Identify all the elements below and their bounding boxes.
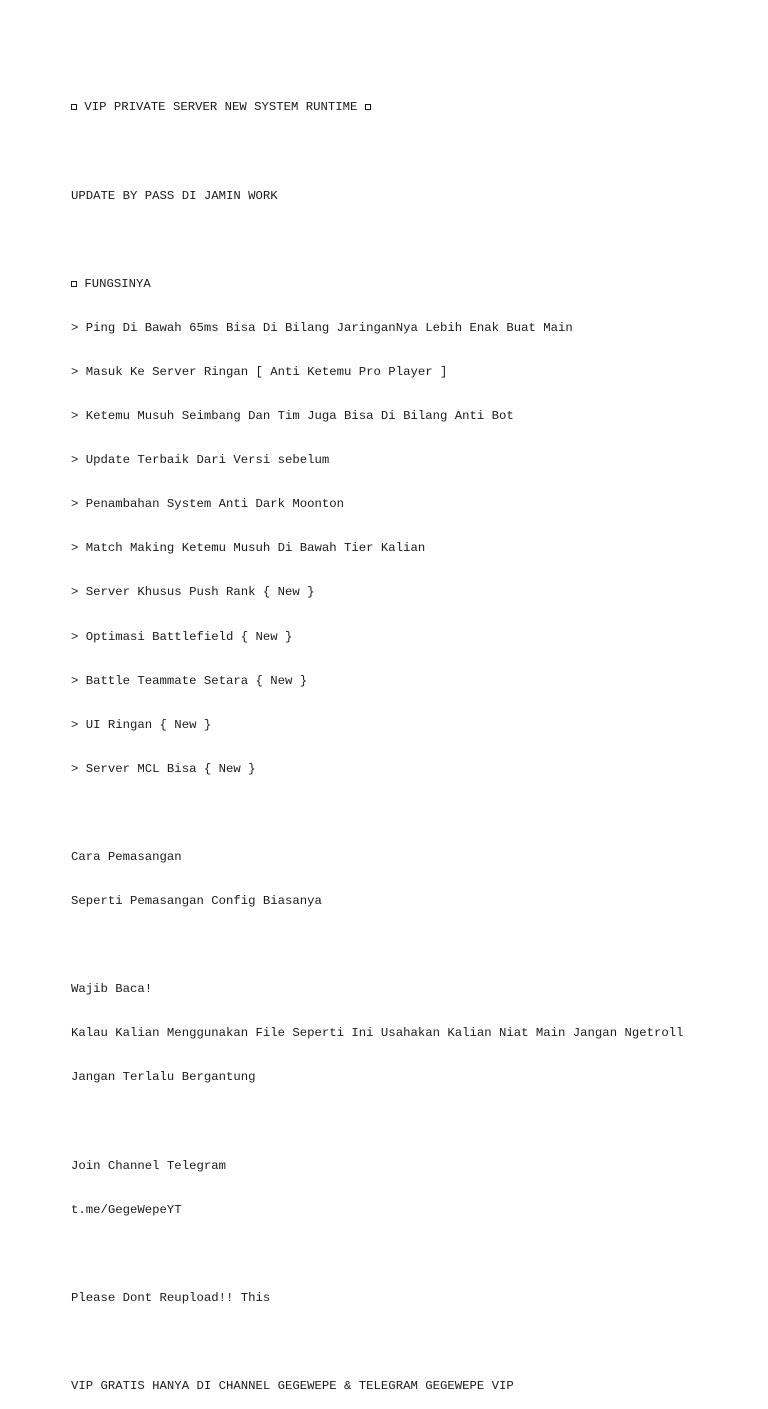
document-title-line (71, 100, 751, 115)
features-heading: FUNGSINYA (84, 276, 151, 291)
small-square-icon (365, 104, 371, 110)
installation-text: Seperti Pemasangan Config Biasanya (71, 894, 322, 909)
feature-item: > Penambahan System Anti Dark Moonton (71, 497, 345, 512)
document-title: VIP PRIVATE SERVER NEW SYSTEM RUNTIME (84, 100, 358, 115)
feature-item: > Ping Di Bawah 65ms Bisa Di Bilang JaringanNya Lebih Enak Buat Main (71, 320, 573, 335)
notice-line-2: Jangan Terlalu Bergantung (71, 1070, 256, 1085)
blank-line (71, 233, 751, 248)
feature-item: > Battle Teammate Setara { New } (71, 673, 308, 688)
notice-line-1: Kalau Kalian Menggunakan File Seperti Ini Usahakan Kalian Niat Main Jangan Ngetroll (71, 1026, 684, 1041)
blank-line (71, 1335, 751, 1350)
blank-line (71, 1247, 751, 1262)
blank-line (71, 938, 751, 953)
blank-line (71, 806, 751, 821)
notice-heading: Wajib Baca! (71, 982, 153, 997)
features-heading-line (71, 277, 751, 292)
small-square-icon (71, 104, 77, 110)
telegram-heading: Join Channel Telegram (71, 1158, 226, 1173)
feature-item: > UI Ringan { New } (71, 717, 212, 732)
feature-item: > Ketemu Musuh Seimbang Dan Tim Juga Bisa Di Bilang Anti Bot (71, 409, 514, 424)
blank-line (71, 1115, 751, 1130)
feature-item: > Optimasi Battlefield { New } (71, 629, 293, 644)
feature-item: > Masuk Ke Server Ringan [ Anti Ketemu Pro Player ] (71, 364, 448, 379)
feature-item: > Update Terbaik Dari Versi sebelum (71, 453, 330, 468)
telegram-link: t.me/GegeWepeYT (71, 1202, 182, 1217)
feature-item: > Match Making Ketemu Musuh Di Bawah Tier Kalian (71, 541, 426, 556)
document-page (71, 71, 751, 1409)
small-square-icon (71, 281, 77, 287)
reupload-note: Please Dont Reupload!! This (71, 1290, 271, 1305)
blank-line (71, 145, 751, 160)
footer-text: VIP GRATIS HANYA DI CHANNEL GEGEWEPE & TELEGRAM GEGEWEPE VIP (71, 1379, 514, 1394)
update-line: UPDATE BY PASS DI JAMIN WORK (71, 188, 278, 203)
feature-item: > Server Khusus Push Rank { New } (71, 585, 315, 600)
installation-heading: Cara Pemasangan (71, 850, 182, 864)
feature-item: > Server MCL Bisa { New } (71, 761, 256, 776)
